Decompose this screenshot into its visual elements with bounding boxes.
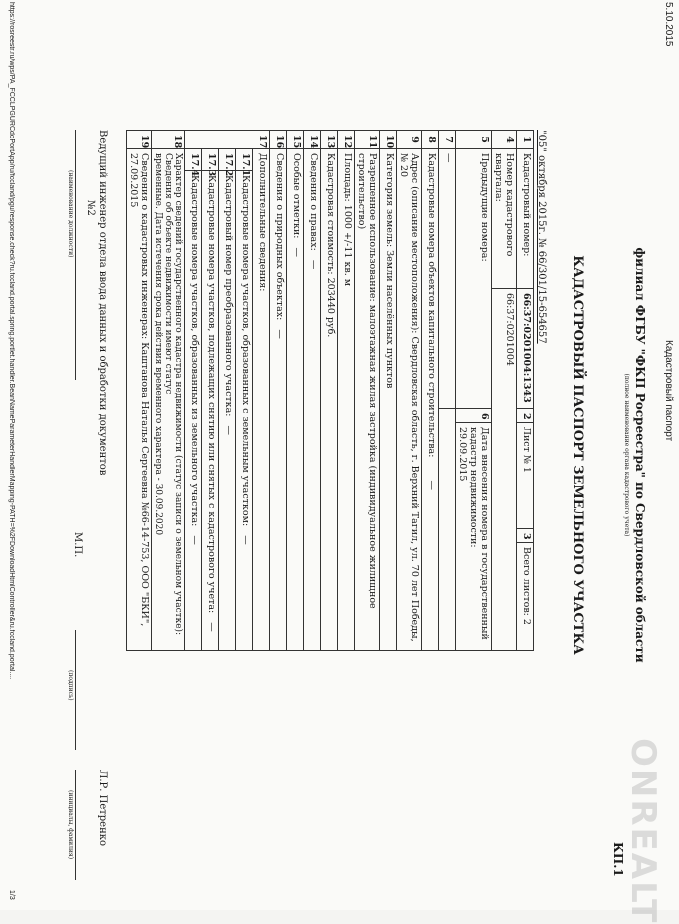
special-marks-label: Особые отметки: [291,153,302,239]
table-row [202,131,219,651]
row-number: 12 [338,131,355,149]
table-row [492,131,517,651]
table-row [185,131,202,651]
row-number: 5 [456,131,492,149]
dash-value: — [274,329,285,339]
row-number: 15 [287,131,304,149]
document-title: КАДАСТРОВЫЙ ПАСПОРТ ЗЕМЕЛЬНОГО УЧАСТКА [570,255,585,655]
row-number: 19 [127,131,152,149]
table-row [236,131,253,651]
row-number: 1 [517,131,534,149]
number-entry-date-label: Дата внесения номера в государственный кадастр недвижимости: [468,427,490,640]
position-caption: (наименование должности) [67,170,74,258]
print-url: https://rosreestr.ru/wps/PA_FCCLPGURCdcPortApp/ru/fccland/pgu/response.check?ru.fccland.portal.spring.portlet.handler.BeanNameParameterHandlerMapping-PATH=%2FDownloadHtmlController&ru.fccland.portal.... [8,2,15,680]
row-number: 11 [355,131,380,149]
dash-value: — [439,149,456,409]
print-date: 5.10.2015 [663,2,674,47]
table-row [304,131,321,651]
registration-line: "05" октября 2015г. № 66/301/15-654657 [536,130,547,344]
record-status-line-2: временные. Дата истечения срока действия временного характера - 30.09.2020 [153,153,163,536]
quarter-number-label: Номер кадастрового квартала: [492,149,517,289]
dash-value: — [240,535,251,545]
position-line [75,130,76,380]
capital-objects-label: Кадастровые номера объектов капитального строительства: [426,153,437,458]
row-number: 8 [422,131,439,149]
sub-row-number: 17.3 [202,149,219,171]
natural-objects-label: Сведения о природных объектах: [274,153,285,321]
cadastral-value: Кадастровая стоимость: 203440 руб. [321,149,338,651]
sub-row-number: 17.2 [219,149,236,171]
name-line [75,770,76,880]
dash-value: — [223,425,234,436]
passport-table [126,130,534,651]
address: Адрес (описание местоположения): Свердловская область, г. Верхний Тагил, ул. 70 лет Победы, № 20 [397,149,422,651]
row-number: 4 [492,131,517,149]
previous-numbers-label: Предыдущие номера: [456,149,492,409]
row-number: 17 [185,131,270,149]
table-row [253,131,270,651]
sub-row-label: Кадастровые номера участков, образованных из земельного участка: [189,175,200,527]
print-page-title: Кадастровый паспорт [663,340,674,442]
signature-caption: (подпись) [67,670,74,701]
organization-caption: (полное наименование органа кадастрового учета) [623,373,630,537]
sub-row-label: Кадастровые номера участков, подлежащих снятию или снятых с кадастрового учета: [206,175,217,614]
table-row [127,131,152,651]
cadastral-number-label: Кадастровый номер: [517,149,534,289]
cell-number: 3 [517,529,534,543]
cadastral-engineers: Сведения о кадастровых инженерах: Каштанова Наталья Сергеевна №66-14-753, ООО "БКИ", 27.09.2015 [127,149,152,651]
sub-row-label: Кадастровые номера участков, образованных с земельным участком: [240,175,251,527]
stamp-place: М.П. [72,532,83,558]
name-caption: (инициалы, фамилия) [67,790,74,860]
table-row [355,131,380,651]
number-entry-date [456,423,492,651]
row-number: 18 [152,131,185,149]
organization-name: филиал ФГБУ "ФКП Росреестра" по Свердловской области [633,247,647,663]
dash-value: — [206,622,217,632]
signature-line [75,630,76,750]
quarter-number-value: 66:37:0201004 [492,289,517,651]
sub-row-number: 17.4 [185,149,202,171]
sub-row-number: 17.1 [236,149,253,171]
table-row [287,131,304,651]
cell-number: 2 [517,409,534,423]
number-entry-date-value: 29.09.2015 [457,427,468,482]
row-number: 10 [380,131,397,149]
additional-info-header: Дополнительные сведения: [253,149,270,651]
rights-label: Сведения о правах: [308,153,319,251]
table-row [152,131,185,651]
dash-value: — [189,535,200,545]
table-row [270,131,287,651]
table-row [456,131,492,651]
dash-value: — [291,247,302,257]
sub-row-label: Кадастровый номер преобразованного участка: [223,175,234,417]
area: Площадь: 1000 +/-11 кв. м [338,149,355,651]
table-row [517,131,534,651]
form-code: КП.1 [611,842,625,877]
row-number: 13 [321,131,338,149]
watermark-logo: ONREALT [623,738,663,924]
cell-number: 6 [456,409,492,423]
record-status-line-1: Характер сведений государственного кадастра недвижимости (статус записи о земельном участке): Сведения об объекте недвижимости имеют статус [163,153,183,636]
table-row [338,131,355,651]
land-category: Категория земель: Земли населённых пунктов [380,149,397,651]
sheet-number: Лист № 1 [517,423,534,529]
row-number: 7 [439,131,456,149]
total-sheets: Всего листов: 2 [517,543,534,651]
table-row [397,131,422,651]
print-page-number: 1/3 [8,890,15,900]
table-row [321,131,338,651]
row-number: 14 [304,131,321,149]
table-row [380,131,397,651]
dash-value: — [308,259,319,270]
row-number: 16 [270,131,287,149]
cadastral-number-value: 66:37:0201004:1343 [517,289,534,409]
permitted-use: Разрешенное использование: малоэтажная жилая застройка (индивидуальное жилищное строительство) [355,149,380,651]
dash-value: — [426,480,437,490]
table-row [422,131,439,651]
signer-position: Ведущий инженер отдела ввода данных и обработки документов [97,130,108,476]
table-row [219,131,236,651]
row-number: 9 [397,131,422,149]
signer-department: №2 [85,200,96,216]
signer-name: Л.Р. Петренко [97,770,108,847]
table-row [439,131,456,651]
